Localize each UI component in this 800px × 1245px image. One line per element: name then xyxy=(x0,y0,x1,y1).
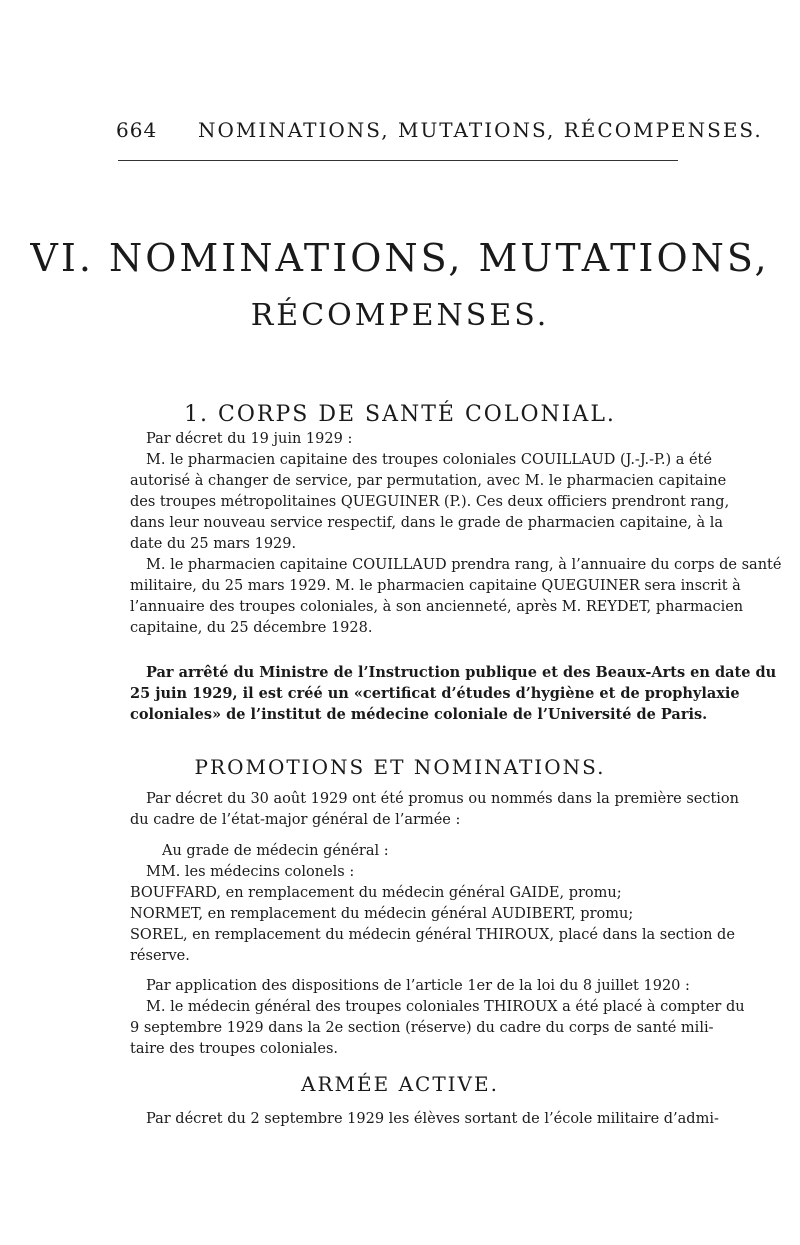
running-title: NOMINATIONS, MUTATIONS, RÉCOMPENSES. xyxy=(198,118,763,142)
text-line: M. le pharmacien capitaine COUILLAUD prendra rang, à l’annuaire du corps de santé xyxy=(146,557,782,573)
text-line: Par décret du 30 août 1929 ont été promus ou nommés dans la première section xyxy=(146,791,739,807)
header-rule xyxy=(118,160,678,161)
text-line: MM. les médecins colonels : xyxy=(146,864,355,880)
chapter-title-continued: RÉCOMPENSES. xyxy=(250,298,550,333)
text-line: capitaine, du 25 décembre 1928. xyxy=(130,620,373,636)
section-heading-armee-active: ARMÉE ACTIVE. xyxy=(301,1072,499,1096)
text-line: l’annuaire des troupes coloniales, à son ancienneté, après M. REYDET, pharmacien xyxy=(130,599,744,615)
text-line: BOUFFARD, en remplacement du médecin général GAIDE, promu; xyxy=(130,885,622,901)
text-line: taire des troupes coloniales. xyxy=(130,1041,338,1057)
chapter-title: VI. NOMINATIONS, MUTATIONS, xyxy=(30,236,770,280)
running-header xyxy=(116,118,763,148)
text-line: des troupes métropolitaines QUEGUINER (P.). Ces deux officiers prendront rang, xyxy=(130,494,730,510)
text-line: coloniales» de l’institut de médecine coloniale de l’Université de Paris. xyxy=(130,706,708,723)
text-line: M. le médecin général des troupes coloniales THIROUX a été placé à compter du xyxy=(146,999,745,1015)
text-line: réserve. xyxy=(130,948,190,964)
text-line: Par décret du 2 septembre 1929 les élèves sortant de l’école militaire d’admi- xyxy=(146,1111,719,1127)
text-line: Par application des dispositions de l’article 1er de la loi du 8 juillet 1920 : xyxy=(146,978,690,994)
text-line: SOREL, en remplacement du médecin général THIROUX, placé dans la section de xyxy=(130,927,735,943)
text-line: 9 septembre 1929 dans la 2e section (réserve) du cadre du corps de santé mili- xyxy=(130,1020,714,1036)
section-heading-promotions: PROMOTIONS ET NOMINATIONS. xyxy=(194,755,606,779)
text-line: Par décret du 19 juin 1929 : xyxy=(146,431,353,447)
section-heading-corps-de-sante: 1. CORPS DE SANTÉ COLONIAL. xyxy=(184,402,616,427)
text-line: dans leur nouveau service respectif, dans le grade de pharmacien capitaine, à la xyxy=(130,515,724,531)
text-line: date du 25 mars 1929. xyxy=(130,536,297,552)
text-line: NORMET, en remplacement du médecin général AUDIBERT, promu; xyxy=(130,906,634,922)
text-line: militaire, du 25 mars 1929. M. le pharmacien capitaine QUEGUINER sera inscrit à xyxy=(130,578,741,594)
text-line: M. le pharmacien capitaine des troupes coloniales COUILLAUD (J.-J.-P.) a été xyxy=(146,452,712,468)
text-line: Par arrêté du Ministre de l’Instruction publique et des Beaux-Arts en date du xyxy=(146,664,777,681)
page-number: 664 xyxy=(116,118,158,142)
text-line: autorisé à changer de service, par permutation, avec M. le pharmacien capitaine xyxy=(130,473,727,489)
text-line: Au grade de médecin général : xyxy=(162,843,389,859)
text-line: 25 juin 1929, il est créé un «certificat d’études d’hygiène et de prophylaxie xyxy=(130,685,740,702)
text-line: du cadre de l’état-major général de l’armée : xyxy=(130,812,461,828)
